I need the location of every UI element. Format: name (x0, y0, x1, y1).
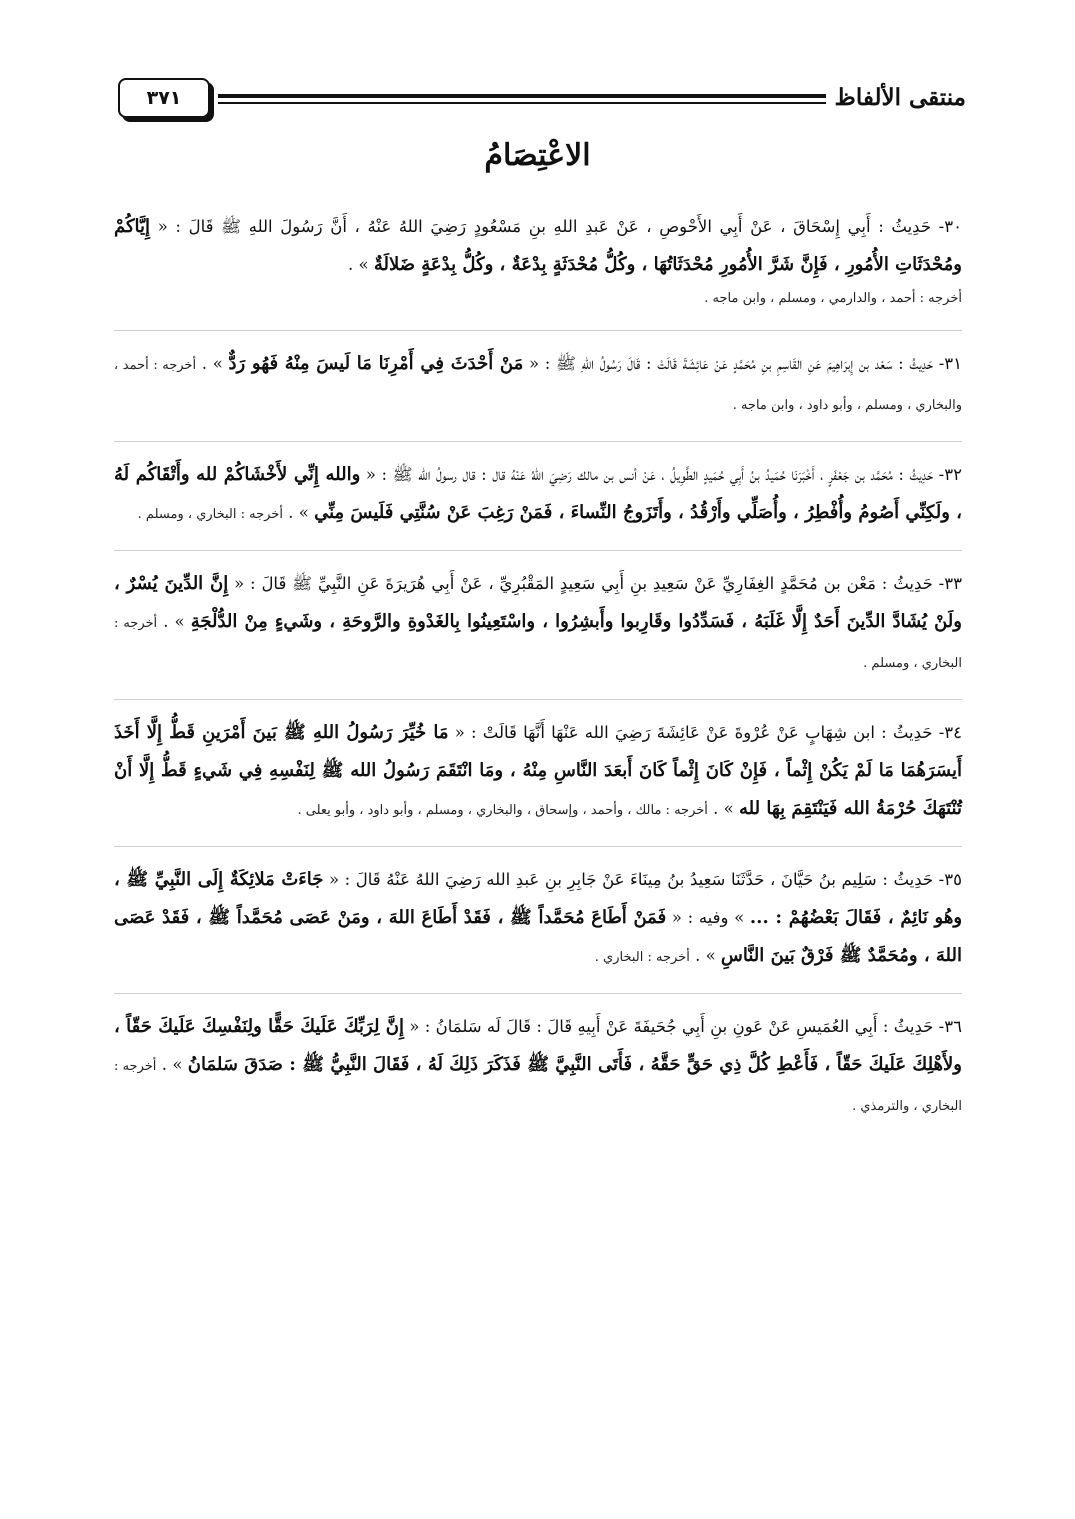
page-number-box (118, 78, 210, 118)
hadith-text: مَنْ أَحْدَثَ فِي أَمْرِنَا مَا لَيسَ مِنْهُ فَهُو رَدٌّ (228, 353, 524, 374)
hadith-source: أخرجه : أحمد ، والبخاري ، ومسلم ، وأبو داود ، وابن ماجه . (114, 358, 962, 413)
hadith-text: إِنَّ الدِّينَ يُسْرٌ ، ولَنْ يُشَادَّ الدِّينَ أَحَدٌ إِلَّا غَلَبَهُ ، فَسَدِّدُوا وقَارِبوا وأَبشِرُوا ، واسْتَعِينُوا بِالغَدْوةِ والرَّوحَةِ ، وشَيءٍ مِنْ الدُّلْجَةِ (114, 573, 962, 632)
hadith-34 (114, 714, 962, 830)
hadith-source: أخرجه : البخاري ، ومسلم . (137, 507, 283, 522)
hadith-source: أخرجه : مالك ، وأحمد ، وإسحاق ، والبخاري ، ومسلم ، وأبو داود ، وأبو يعلى . (297, 803, 708, 818)
hadith-intro: ٣٠- حَدِيثُ : أَبِي إِسْحَاقَ ، عَنْ أَبِي الأَحْوصِ ، عَنْ عَبدِ اللهِ بنِ مَسْعُودٍ رَضِيَ اللهُ عَنْهُ ، أَنَّ رَسُولَ اللهِ ﷺ قَالَ : « (157, 217, 962, 236)
hadith-intro: ٣١- حَدِيثُ : سَعْد بن إِبرَاهِيمَ عَنِ القَاسِمِ بنِ مُحَمَّدٍ عَنْ عَائِشَةَ قَالَتْ : قَالَ رَسُولُ اللهِ ﷺ : « (528, 354, 963, 373)
hadith-33 (114, 565, 962, 683)
hadith-35 (114, 861, 962, 977)
hadith-text: والله إِنِّي لأَخْشَاكُمْ لله وأَتْقَاكُم لَهُ ، ولَكِنِّي أَصُومُ وأُفْطِرُ ، وأُصَلِّي وأَرْقُدُ ، وأَتَزَوجُ النِّساءَ ، فَمَنْ رَغِبَ عَنْ سُنَّتِي فَلَيسَ مِنِّي (114, 464, 962, 523)
page-header (110, 72, 966, 136)
hadith-32 (114, 456, 962, 534)
hadith-source: أخرجه : البخاري ، ومسلم . (114, 616, 962, 671)
hadith-text: إِيَّاكُمْ ومُحْدَثَاتِ الأُمُورِ ، فَإِنَّ شَرَّ الأُمُورِ مُحْدَثَاتُهَا ، وكُلُّ مُحْدَثَةٍ بِدْعَةٌ ، وكُلُّ بِدْعَةٍ ضَلالَةٌ (114, 216, 962, 275)
hadith-36 (114, 1008, 962, 1126)
hadith-intro: ٣٣- حَدِيثُ : مَعْن بن مُحَمَّدٍ الغِفَارِيِّ عَنْ سَعِيدِ بنِ أَبِي سَعِيدٍ المَقْبُرِيِّ ، عَنْ أَبِي هُرَيرَةَ عَنِ النَّبِيِّ ﷺ قَالَ : « (234, 574, 962, 593)
hadith-paragraph (114, 208, 962, 284)
separator (114, 993, 962, 994)
hadith-close: » . (713, 799, 734, 818)
header-rule-thick (218, 94, 826, 98)
hadith-source: أخرجه : البخاري ، والترمذي . (114, 1059, 962, 1114)
hadith-paragraph (114, 565, 962, 683)
hadith-text-2: فَمَنْ أَطَاعَ مُحَمَّداً ﷺ ، فَقَدْ أَطَاعَ اللهَ ، ومَنْ عَصَى مُحَمَّداً ﷺ ، فَقَدْ عَصَى اللهَ ، ومُحَمَّدٌ ﷺ فَرْقٌ بَينَ النَّاسِ (114, 907, 962, 966)
page-number: ٣٧١ (146, 87, 182, 109)
hadith-paragraph (114, 456, 962, 534)
hadith-close: » . (288, 503, 309, 522)
hadith-close: » . (348, 255, 369, 274)
hadith-list (114, 208, 962, 1142)
hadith-source: أخرجه : البخاري . (594, 950, 690, 965)
hadith-paragraph (114, 1008, 962, 1126)
hadith-31 (114, 345, 962, 425)
separator (114, 846, 962, 847)
separator (114, 550, 962, 551)
hadith-paragraph (114, 345, 962, 425)
hadith-intro: ٣٥- حَدِيثُ : سَلِيم بنُ حَيَّانَ ، حَدَّثَنَا سَعِيدُ بنُ مِينَاءَ عَنْ جَابِرِ بنِ عَبدِ الله رَضِيَ اللهُ عَنْهُ قَالَ : « (328, 870, 962, 889)
hadith-paragraph (114, 714, 962, 830)
hadith-intro: ٣٦- حَدِيثُ : أَبِي العُمَيسِ عَنْ عَونِ بنِ أَبِي جُحَيفَةَ عَنْ أَبِيهِ قَالَ : قَالَ لَه سَلمَانُ : « (409, 1017, 962, 1036)
hadith-source: أخرجه : أحمد ، والدارمي ، ومسلم ، وابن ماجه . (704, 291, 962, 306)
hadith-close: » وفيه : « (671, 908, 745, 927)
hadith-text: جَاءَتْ مَلائِكَةٌ إِلَى النَّبِيِّ ﷺ ، وهُو نَائِمٌ ، فَقَالَ بَعْضُهُمْ : ... (114, 869, 963, 928)
hadith-30 (114, 208, 962, 314)
separator (114, 699, 962, 700)
hadith-text: مَا خُيِّرَ رَسُولُ اللهِ ﷺ بَينَ أَمْرَينِ قَطُّ إِلَّا أَخَذَ أَيسَرَهُمَا مَا لَمْ يَكُنْ إِثْماً ، فَإِنْ كَانَ إِثْماً كَانَ أَبعَدَ النَّاسِ مِنْهُ ، ومَا انْتَقَمَ رَسُولُ الله ﷺ لِنَفْسِهِ فِي شَيءٍ قَطُّ إِلَّا أَنْ تُنْتَهَكَ حُرْمَةُ الله فَيَنْتَقِمَ بِهَا لله (114, 722, 962, 819)
hadith-text: إِنَّ لِرَبِّكَ عَلَيكَ حَقًّا ولِنَفْسِكَ عَلَيكَ حَقّاً ، ولأَهْلِكَ عَلَيكَ حَقّاً ، فَأَعْطِ كُلَّ ذِي حَقٍّ حَقَّهُ ، فَأَتَى النَّبِيَّ ﷺ فَذَكَرَ ذَلِكَ لَهُ ، فَقَالَ النَّبِيُّ ﷺ : صَدَقَ سَلمَانُ (114, 1016, 962, 1075)
hadith-close: » . (161, 1055, 183, 1074)
hadith-close: » . (163, 612, 185, 631)
book-title: منتقى الألفاظ (834, 84, 966, 111)
separator (114, 441, 962, 442)
chapter-title: الاعْتِصَامُ (484, 138, 591, 173)
hadith-close-2: » . (695, 946, 716, 965)
hadith-intro: ٣٢- حَدِيثُ : مُحَمَّد بن جَعْفَرٍ ، أَخْبَرَنَا حُمَيدُ بنُ أَبِي حُمَيدٍ الطَّوِيلُ ، عَنْ أنس بن مالك رَضِيَ اللهُ عَنْهُ قال : قال رسولُ الله ﷺ : « (365, 465, 962, 484)
header-rule-thin (218, 102, 826, 104)
hadith-paragraph (114, 861, 962, 977)
separator (114, 330, 962, 331)
hadith-intro: ٣٤- حَدِيثُ : ابن شِهَابٍ عَنْ عُرْوةَ عَنْ عَائِشَةَ رَضِيَ الله عَنْهَا أَنَّهَا قَالَتْ : « (454, 723, 963, 742)
hadith-close: » . (201, 354, 223, 373)
